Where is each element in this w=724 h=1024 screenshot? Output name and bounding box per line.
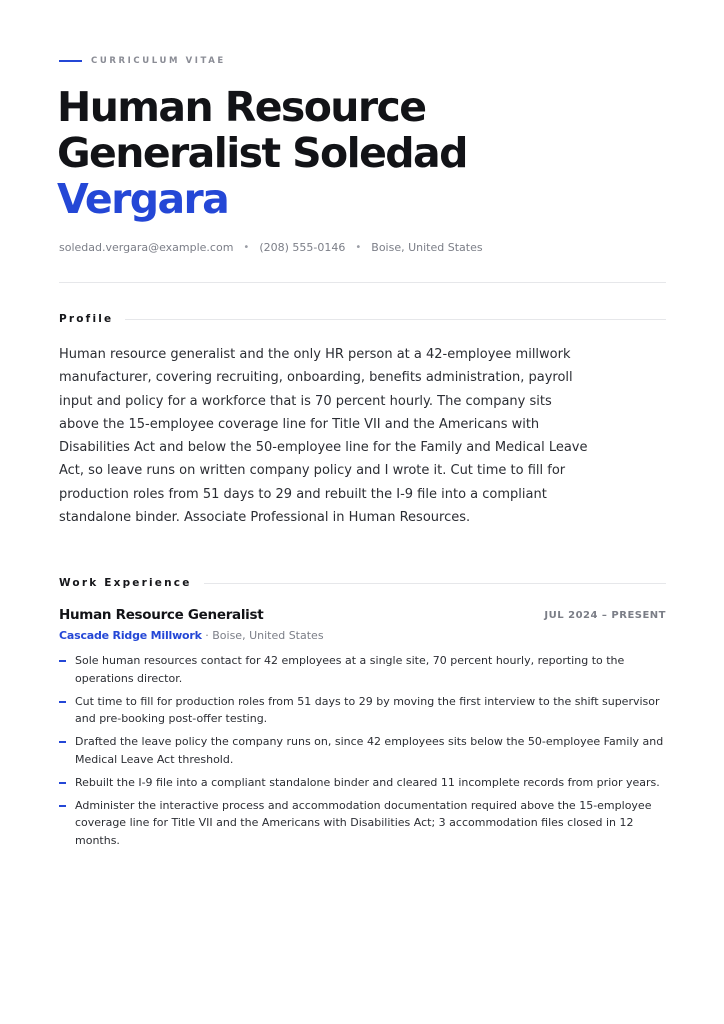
job-company-line [59, 629, 324, 642]
header-divider [59, 282, 666, 283]
bullet-text: Administer the interactive process and accommodation documentation required above the 15-employee coverage line for Title VII and the Americans with Disabilities Act; 3 accommodation files closed in 12 months. [75, 798, 652, 847]
experience-section-title: Work Experience [59, 577, 192, 589]
name-line-1: Human Resource [57, 83, 426, 131]
dash-icon [59, 782, 66, 784]
contact-phone[interactable]: (208) 555-0146 [259, 241, 346, 254]
list-item [59, 652, 666, 687]
job-company: Cascade Ridge Millwork [59, 629, 202, 642]
kicker-accent-line [59, 60, 82, 62]
section-divider [204, 583, 666, 584]
list-item [59, 774, 666, 792]
bullet-text: Rebuilt the I-9 file into a compliant standalone binder and cleared 11 incomplete records from prior years. [75, 775, 660, 789]
contact-separator: • [355, 242, 362, 253]
list-item [59, 733, 666, 768]
page-title [57, 84, 667, 222]
list-item [59, 693, 666, 728]
bullet-text: Drafted the leave policy the company runs on, since 42 employees sits below the 50-employee Family and Medical Leave Act threshold. [75, 735, 664, 766]
experience-section-header [59, 577, 666, 589]
job-bullets [59, 652, 666, 855]
list-item [59, 797, 666, 850]
bullet-text: Sole human resources contact for 42 employees at a single site, 70 percent hourly, reporting to the operations director. [75, 654, 625, 685]
dash-icon [59, 701, 66, 703]
contact-email[interactable]: soledad.vergara@example.com [59, 241, 234, 254]
profile-section-title: Profile [59, 313, 114, 325]
section-divider [125, 319, 666, 320]
job-title: Human Resource Generalist [59, 607, 264, 623]
dash-icon [59, 805, 66, 807]
header-kicker [59, 56, 226, 66]
contact-location: Boise, United States [371, 241, 483, 254]
job-location: · Boise, United States [201, 629, 324, 642]
name-accent: Vergara [57, 175, 229, 223]
profile-section-header [59, 313, 666, 325]
bullet-text: Cut time to fill for production roles from 51 days to 29 by moving the first interview to the shift supervisor and pre-booking post-offer testing. [75, 694, 660, 725]
dash-icon [59, 660, 66, 662]
job-dates: JUL 2024 – PRESENT [544, 610, 666, 621]
kicker-text: CURRICULUM VITAE [91, 56, 226, 66]
contact-line [59, 241, 483, 254]
name-line-2: Generalist Soledad [57, 129, 467, 177]
contact-separator: • [243, 242, 250, 253]
profile-summary: Human resource generalist and the only HR person at a 42-employee millwork manufacturer, covering recruiting, onboarding, benefits administration, payroll input and policy for a workforce that is 70 percent hourly. The company sits above the 15-employee coverage line for Title VII and the Americans with Disabilities Act and below the 50-employee line for the Family and Medical Leave Act, so leave runs on written company policy and I wrote it. Cut time to fill for production roles from 51 days to 29 and rebuilt the I-9 file into a compliant standalone binder. Associate Professional in Human Resources. [59, 347, 588, 526]
dash-icon [59, 741, 66, 743]
